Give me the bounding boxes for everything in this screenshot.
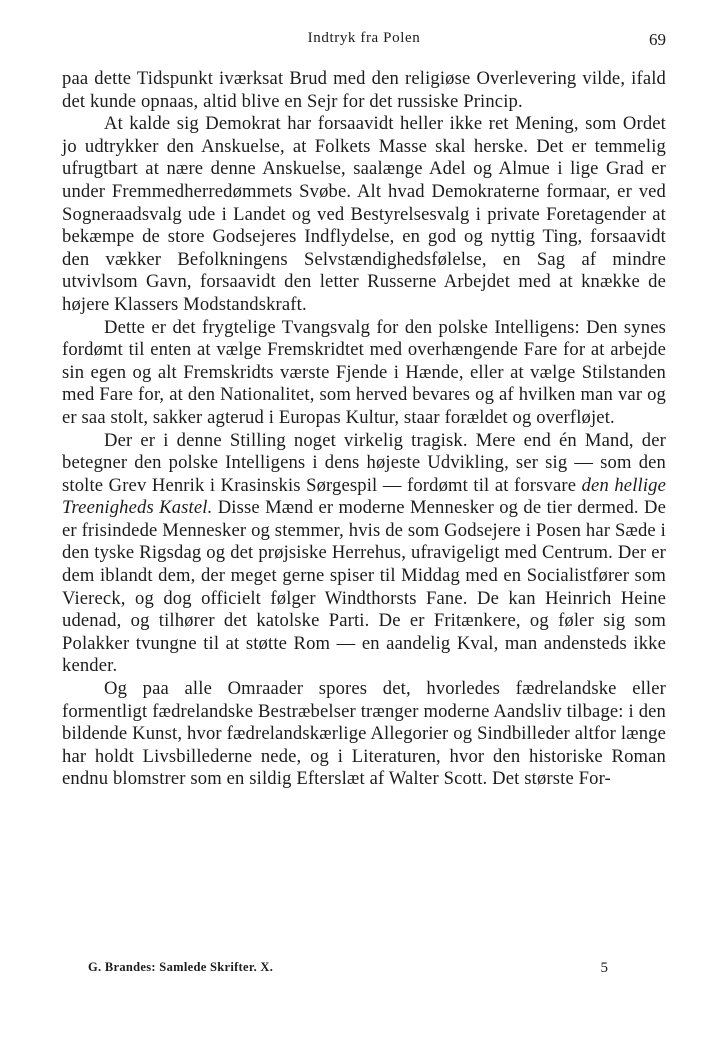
body-text — [62, 68, 666, 791]
paragraph-1: paa dette Tidspunkt iværksat Brud med den religiøse Overlevering vilde, ifald det kunde opnaas, altid blive en Sejr for det russiske Princip. — [62, 68, 666, 112]
signature-line: G. Brandes: Samlede Skrifter. X. — [88, 960, 274, 974]
page-number: 69 — [649, 30, 666, 49]
paragraph-2: At kalde sig Demokrat har forsaavidt heller ikke ret Mening, som Ordet jo udtrykker den Anskuelse, at Folkets Masse skal herske. Det er temmelig ufrugtbart at nære denne Anskuelse, saalænge Adel og Almue i lige Grad er under Fremmedherredømmets Svøbe. Alt hvad Demokraterne formaar, er ved Sogneraadsvalg ude i Landet og ved Bestyrelsesvalg i private Foretagender at bekæmpe de store Godsejeres Indflydelse, en god og nyttig Ting, forsaavidt den vækker Befolkningens Selvstændighedsfølelse, en Sag af mindre utvivlsom Gavn, forsaavidt den letter Russerne Arbejdet med at knække de højere Klassers Modstandskraft. — [62, 113, 666, 315]
paragraph-4-part-1: Der er i denne Stilling noget virkelig tragisk. Mere end én Mand, der betegner den polske Intelligens i dens højeste Udvikling, ser sig — som den stolte Grev Henrik i Krasinskis Sørgespil — fordømt til at forsvare — [62, 429, 666, 496]
running-title: Indtryk fra Polen — [307, 30, 421, 46]
page-footer — [88, 960, 608, 980]
signature-mark: 5 — [600, 960, 608, 976]
paragraph-4 — [62, 430, 666, 679]
running-head — [62, 30, 666, 52]
play-title-italic: den hellige Treenigheds Kastel. — [62, 474, 666, 519]
paragraph-5: Og paa alle Omraader spores det, hvorledes fædrelandske eller formentligt fædrelandske Bestræbelser trænger moderne Aandsliv tilbage: i den bildende Kunst, hvor fædrelandskærlige Allegorier og Sindbilleder altfor længe har holdt Livsbillederne nede, og i Literaturen, hvor den historiske Roman endnu blomstrer som en sildig Efterslæt af Walter Scott. Det største For- — [62, 678, 666, 790]
paragraph-3: Dette er det frygtelige Tvangsvalg for den polske Intelligens: Den synes fordømt til enten at vælge Fremskridtet med overhængende Fare for at arbejde sin egen og alt Fremskridts værste Fjende i Hænde, eller at vælge Stilstanden med Fare for, at den Nationalitet, som herved bevares og af hvilken man var og er saa stolt, sakker agterud i Europas Kultur, staar forældet og overfløjet. — [62, 316, 666, 428]
paragraph-4-part-2: Disse Mænd er moderne Mennesker og de tier dermed. De er frisindede Mennesker og stemmer, hvis de som Godsejere i Posen har Sæde i den tyske Rigsdag og det prøjsiske Herrehus, ufravigeligt med Centrum. Der er dem iblandt dem, der meget gerne spiser til Middag med en Socialistfører som Viereck, og dog officielt følger Windthorsts Fane. De kan Heinrich Heine udenad, og tilhører det katolske Parti. De er Fritænkere, og føler sig som Polakker tvungne til at støtte Rom — en aandelig Kval, man andensteds ikke kender. — [62, 497, 667, 677]
